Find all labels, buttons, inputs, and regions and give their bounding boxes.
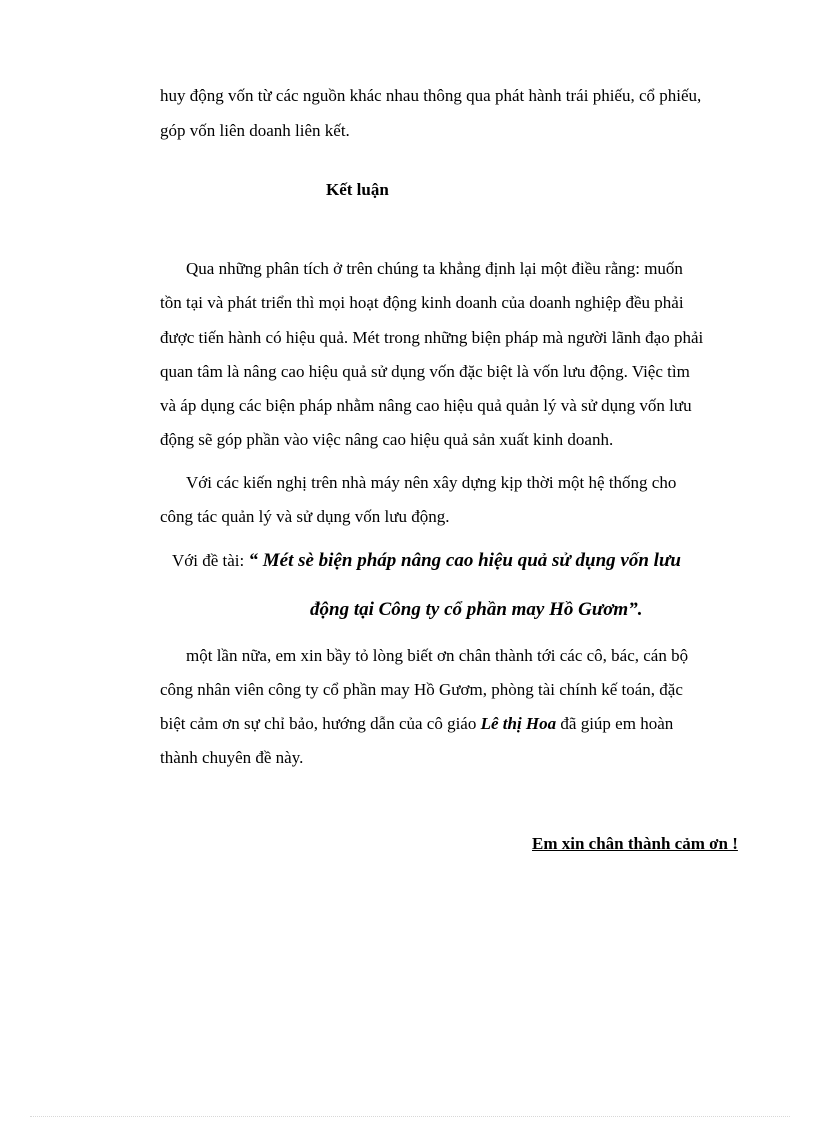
paragraph3-line-1: một lần nữa, em xin bầy tỏ lòng biết ơn chân thành tới các cô, bác, cán bộ <box>186 646 689 665</box>
topic-lead: Với đề tài: <box>172 551 249 570</box>
paragraph1-line-5: và áp dụng các biện pháp nhằm nâng cao hiệu quả quản lý và sử dụng vốn lưu <box>160 396 692 415</box>
paragraph1-line-3: được tiến hành có hiệu quả. Mét trong những biện pháp mà người lãnh đạo phải <box>160 328 704 347</box>
intro-line-2: góp vốn liên doanh liên kết. <box>160 121 350 140</box>
paragraph3-line-2: công nhân viên công ty cổ phần may Hồ Gươm, phòng tài chính kế toán, đặc <box>160 680 683 699</box>
paragraph3-line-3-before: biệt cảm ơn sự chỉ bảo, hướng dẫn của cô giáo <box>160 714 481 733</box>
topic-line-1 <box>172 548 681 574</box>
section-heading: Kết luận <box>326 180 389 199</box>
paragraph3-line-3-after: đã giúp em hoàn <box>556 714 674 733</box>
paragraph1-line-1: Qua những phân tích ở trên chúng ta khẳng định lại một điều rằng: muốn <box>186 259 683 278</box>
paragraph3-line-4: thành chuyên đề này. <box>160 748 304 767</box>
intro-line-1: huy động vốn từ các nguồn khác nhau thông qua phát hành trái phiếu, cổ phiếu, <box>160 86 702 105</box>
teacher-name: Lê thị Hoa <box>480 714 557 733</box>
page-bottom-divider <box>30 1116 790 1117</box>
paragraph2-line-1: Với các kiến nghị trên nhà máy nên xây dựng kịp thời một hệ thống cho <box>186 473 677 492</box>
paragraph2-line-2: công tác quản lý và sử dụng vốn lưu động. <box>160 507 450 526</box>
topic-title-line-2: động tại Công ty cổ phần may Hồ Gươm”. <box>310 599 643 620</box>
paragraph3-line-3 <box>160 712 673 736</box>
closing-thanks: Em xin chân thành cảm ơn ! <box>532 834 738 853</box>
paragraph1-line-2: tồn tại và phát triển thì mọi hoạt động kinh doanh của doanh nghiệp đều phải <box>160 293 684 312</box>
topic-title-line-1: “ Mét sè biện pháp nâng cao hiệu quả sử dụng vốn lưu <box>248 550 681 571</box>
paragraph1-line-6: động sẽ góp phần vào việc nâng cao hiệu quả sản xuất kinh doanh. <box>160 430 614 449</box>
paragraph1-line-4: quan tâm là nâng cao hiệu quả sử dụng vốn đặc biệt là vốn lưu động. Việc tìm <box>160 362 690 381</box>
